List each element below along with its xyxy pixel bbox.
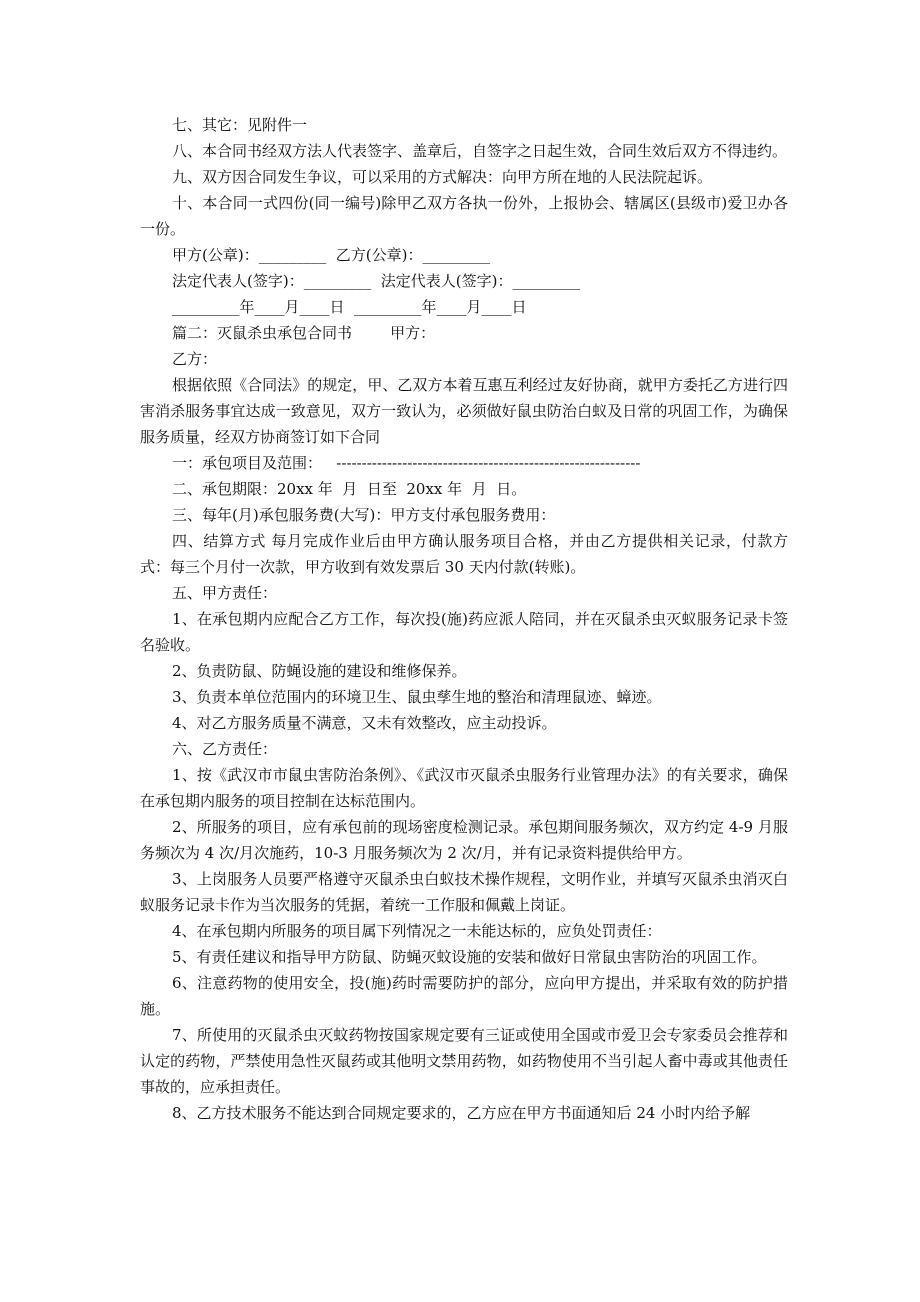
paragraph: 2、所服务的项目，应有承包前的现场密度检测记录。承包期间服务频次，双方约定 4-9 月服务频次为 4 次/月次施药，10-3 月服务频次为 2 次/月，并有记录资料提供给甲方。: [140, 818, 788, 862]
paragraph: 8、乙方技术服务不能达到合同规定要求的，乙方应在甲方书面通知后 24 小时内给予解: [172, 1104, 751, 1122]
paragraph: 六、乙方责任：: [172, 740, 278, 758]
paragraph: 四、结算方式 每月完成作业后由甲方确认服务项目合格，并由乙方提供相关记录，付款方式：每三个月付一次款，甲方收到有效发票后 30 天内付款(转账)。: [140, 532, 788, 576]
paragraph: 根据依照《合同法》的规定，甲、乙双方本着互惠互利经过友好协商，就甲方委托乙方进行四害消杀服务事宜达成一致意见，双方一致认为，必须做好鼠虫防治白蚁及日常的巩固工作，为确保服务质量，经双方协商签订如下合同: [140, 376, 788, 446]
paragraph: 篇二：灭鼠杀虫承包合同书 甲方：: [172, 324, 436, 342]
paragraph: 6、注意药物的使用安全，投(施)药时需要防护的部分，应向甲方提出，并采取有效的防护措施。: [140, 974, 788, 1018]
document-body: [140, 112, 788, 1126]
paragraph: 4、在承包期内所服务的项目属下列情况之一未能达标的，应负处罚责任：: [172, 922, 662, 940]
paragraph: 二、承包期限：20xx 年 月 日至 20xx 年 月 日。: [172, 480, 527, 498]
paragraph: 十、本合同一式四份(同一编号)除甲乙双方各执一份外，上报协会、辖属区(县级市)爱卫办各一份。: [140, 194, 788, 238]
paragraph: 五、甲方责任：: [172, 584, 278, 602]
paragraph: 一：承包项目及范围： ------------------------------------------------------------: [172, 454, 641, 472]
paragraph: 乙方：: [172, 350, 218, 368]
paragraph: 1、在承包期内应配合乙方工作，每次投(施)药应派人陪同，并在灭鼠杀虫灭蚁服务记录卡签名验收。: [140, 610, 788, 654]
paragraph: 甲方(公章)：_________ 乙方(公章)：_________: [172, 246, 490, 264]
paragraph: 2、负责防鼠、防蝇设施的建设和维修保养。: [172, 662, 467, 680]
paragraph: _________年____月____日 _________年____月____日: [172, 298, 527, 316]
paragraph: 九、双方因合同发生争议，可以采用的方式解决：向甲方所在地的人民法院起诉。: [172, 168, 713, 186]
paragraph: 三、每年(月)承包服务费(大写)：甲方支付承包服务费用：: [172, 506, 556, 524]
paragraph: 1、按《武汉市市鼠虫害防治条例》、《武汉市灭鼠杀虫服务行业管理办法》的有关要求，确保在承包期内服务的项目控制在达标范围内。: [140, 766, 788, 810]
paragraph: 7、所使用的灭鼠杀虫灭蚊药物按国家规定要有三证或使用全国或市爱卫会专家委员会推荐和认定的药物，严禁使用急性灭鼠药或其他明文禁用药物，如药物使用不当引起人畜中毒或其他责任事故的，应承担责任。: [140, 1026, 788, 1096]
paragraph: 5、有责任建议和指导甲方防鼠、防蝇灭蚊设施的安装和做好日常鼠虫害防治的巩固工作。: [172, 948, 767, 966]
paragraph: 4、对乙方服务质量不满意，又未有效整改，应主动投诉。: [172, 714, 557, 732]
paragraph: 八、本合同书经双方法人代表签字、盖章后，自签字之日起生效，合同生效后双方不得违约。: [172, 142, 788, 160]
paragraph: 七、其它：见附件一: [172, 116, 308, 134]
paragraph: 3、上岗服务人员要严格遵守灭鼠杀虫白蚁技术操作规程，文明作业，并填写灭鼠杀虫消灭白蚁服务记录卡作为当次服务的凭据，着统一工作服和佩戴上岗证。: [140, 870, 788, 914]
paragraph: 3、负责本单位范围内的环境卫生、鼠虫孳生地的整治和清理鼠迹、蟑迹。: [172, 688, 662, 706]
paragraph: 法定代表人(签字)：_________ 法定代表人(签字)：_________: [172, 272, 580, 290]
